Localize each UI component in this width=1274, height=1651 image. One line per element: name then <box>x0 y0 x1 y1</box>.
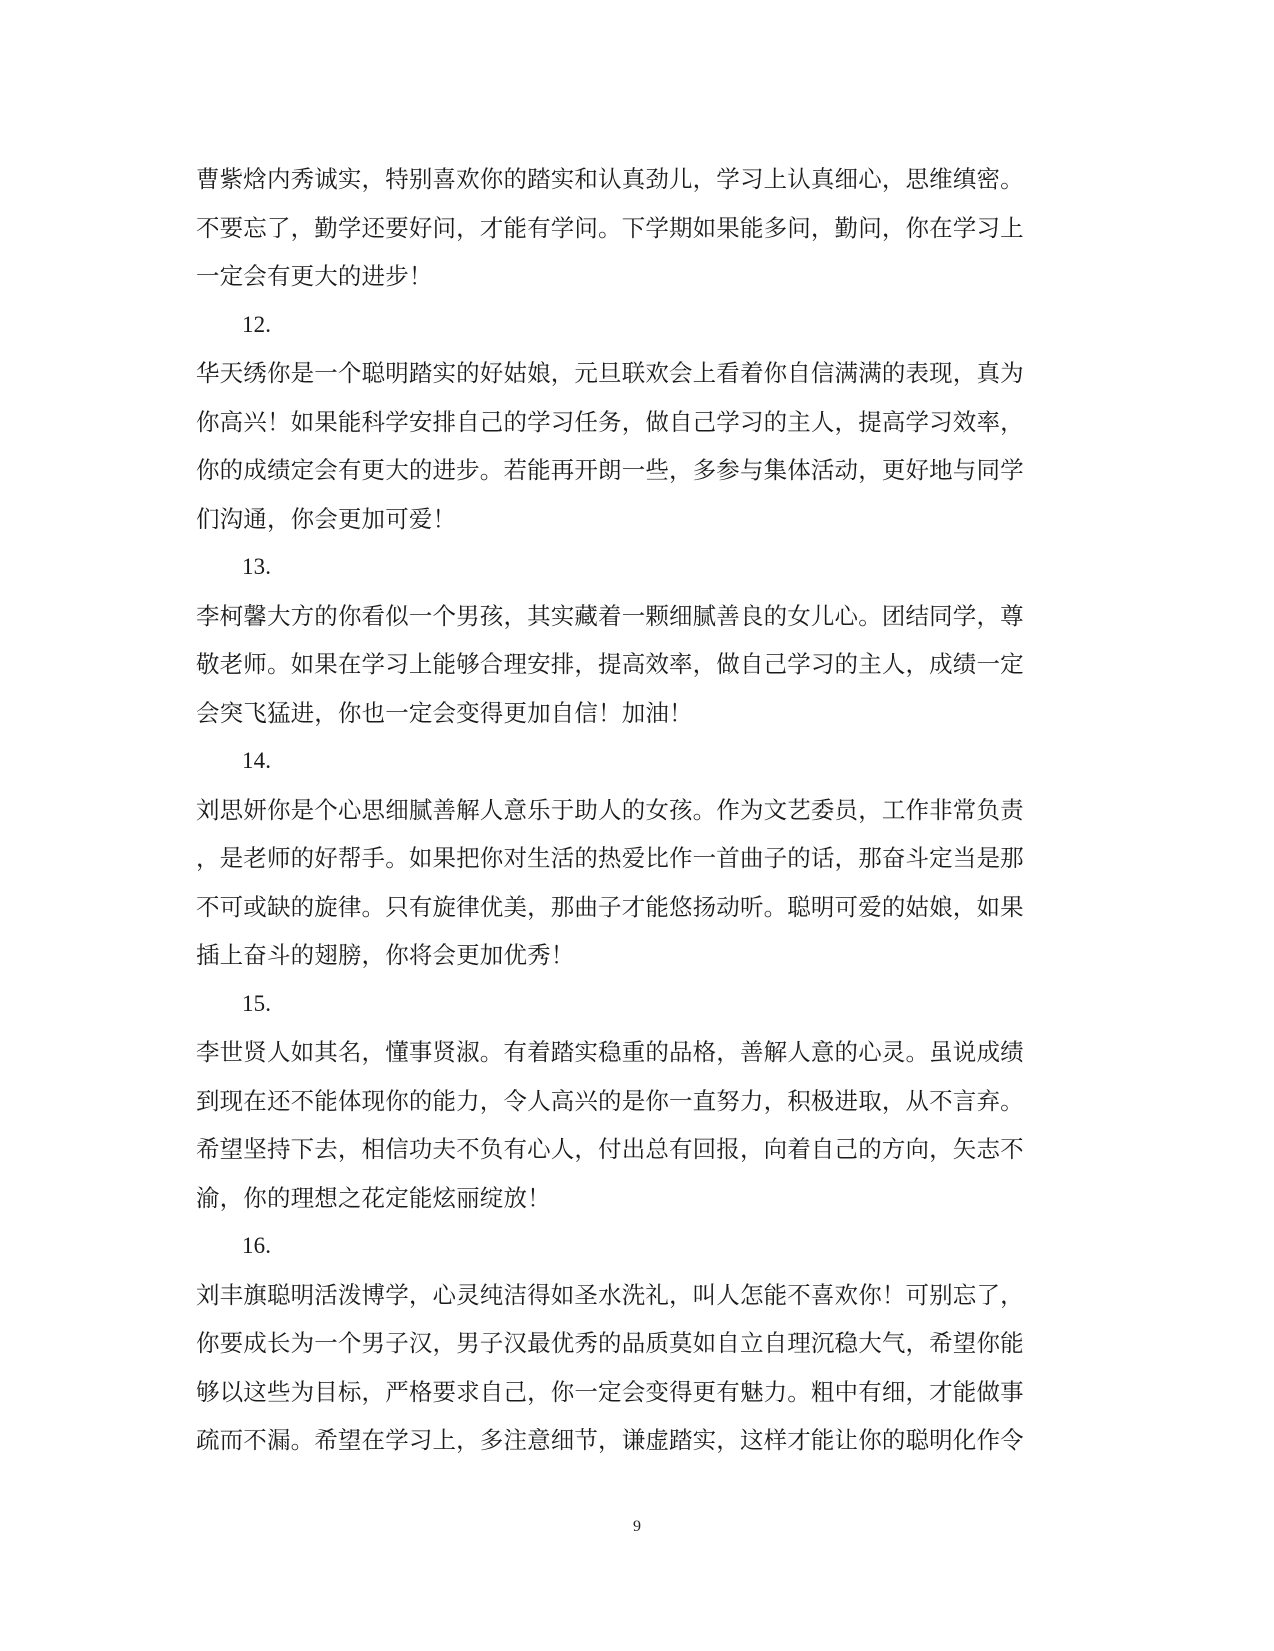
text-line: 你要成长为一个男子汉，男子汉最优秀的品质莫如自立自理沉稳大气，希望你能 <box>196 1329 1024 1357</box>
text-line: 会突飞猛进，你也一定会变得更加自信！加油！ <box>196 698 693 727</box>
text-line: 希望坚持下去，相信功夫不负有心人，付出总有回报，向着自己的方向，矢志不 <box>196 1135 1024 1163</box>
text-line: 够以这些为目标，严格要求自己，你一定会变得更有魅力。粗中有细，才能做事 <box>196 1377 1024 1406</box>
text-line: 华天绣你是一个聪明踏实的好姑娘，元旦联欢会上看着你自信满满的表现，真为 <box>196 359 1024 387</box>
page-number: 9 <box>633 1518 641 1535</box>
text-line: 一定会有更大的进步！ <box>196 262 433 290</box>
item-number: 16. <box>242 1233 272 1258</box>
body-text <box>196 155 1076 1465</box>
text-line: 刘思妍你是个心思细腻善解人意乐于助人的女孩。作为文艺委员，工作非常负责 <box>196 795 1024 824</box>
text-line: 不要忘了，勤学还要好问，才能有学问。下学期如果能多问，勤问，你在学习上 <box>196 213 1024 242</box>
text-line: 李柯馨大方的你看似一个男孩，其实藏着一颗细腻善良的女儿心。团结同学，尊 <box>196 601 1024 630</box>
text-line: 渝，你的理想之花定能炫丽绽放！ <box>196 1183 551 1212</box>
item-number: 12. <box>242 311 272 337</box>
text-line: 到现在还不能体现你的能力，令人高兴的是你一直努力，积极进取，从不言弃。 <box>196 1086 1024 1115</box>
item-number: 14. <box>242 748 272 773</box>
item-number: 13. <box>242 554 272 579</box>
text-line: 敬老师。如果在学习上能够合理安排，提高效率，做自己学习的主人，成绩一定 <box>196 650 1024 678</box>
text-line: 李世贤人如其名，懂事贤淑。有着踏实稳重的品格，善解人意的心灵。虽说成绩 <box>196 1038 1024 1066</box>
text-line: 插上奋斗的翅膀，你将会更加优秀！ <box>196 941 575 969</box>
text-line: 你的成绩定会有更大的进步。若能再开朗一些，多参与集体活动，更好地与同学 <box>196 456 1024 484</box>
text-line: 刘丰旗聪明活泼博学，心灵纯洁得如圣水洗礼，叫人怎能不喜欢你！可别忘了， <box>196 1280 1024 1309</box>
text-line: 不可或缺的旋律。只有旋律优美，那曲子才能悠扬动听。聪明可爱的姑娘，如果 <box>196 892 1024 921</box>
text-line: 曹紫焓内秀诚实，特别喜欢你的踏实和认真劲儿，学习上认真细心，思维缜密。 <box>196 165 1024 193</box>
text-line: 你高兴！如果能科学安排自己的学习任务，做自己学习的主人，提高学习效率， <box>196 407 1024 436</box>
text-line: ，是老师的好帮手。如果把你对生活的热爱比作一首曲子的话，那奋斗定当是那 <box>196 844 1024 872</box>
item-number: 15. <box>242 990 272 1016</box>
text-line: 们沟通，你会更加可爱！ <box>196 504 457 533</box>
text-line: 疏而不漏。希望在学习上，多注意细节，谦虚踏实，这样才能让你的聪明化作令 <box>196 1426 1024 1454</box>
